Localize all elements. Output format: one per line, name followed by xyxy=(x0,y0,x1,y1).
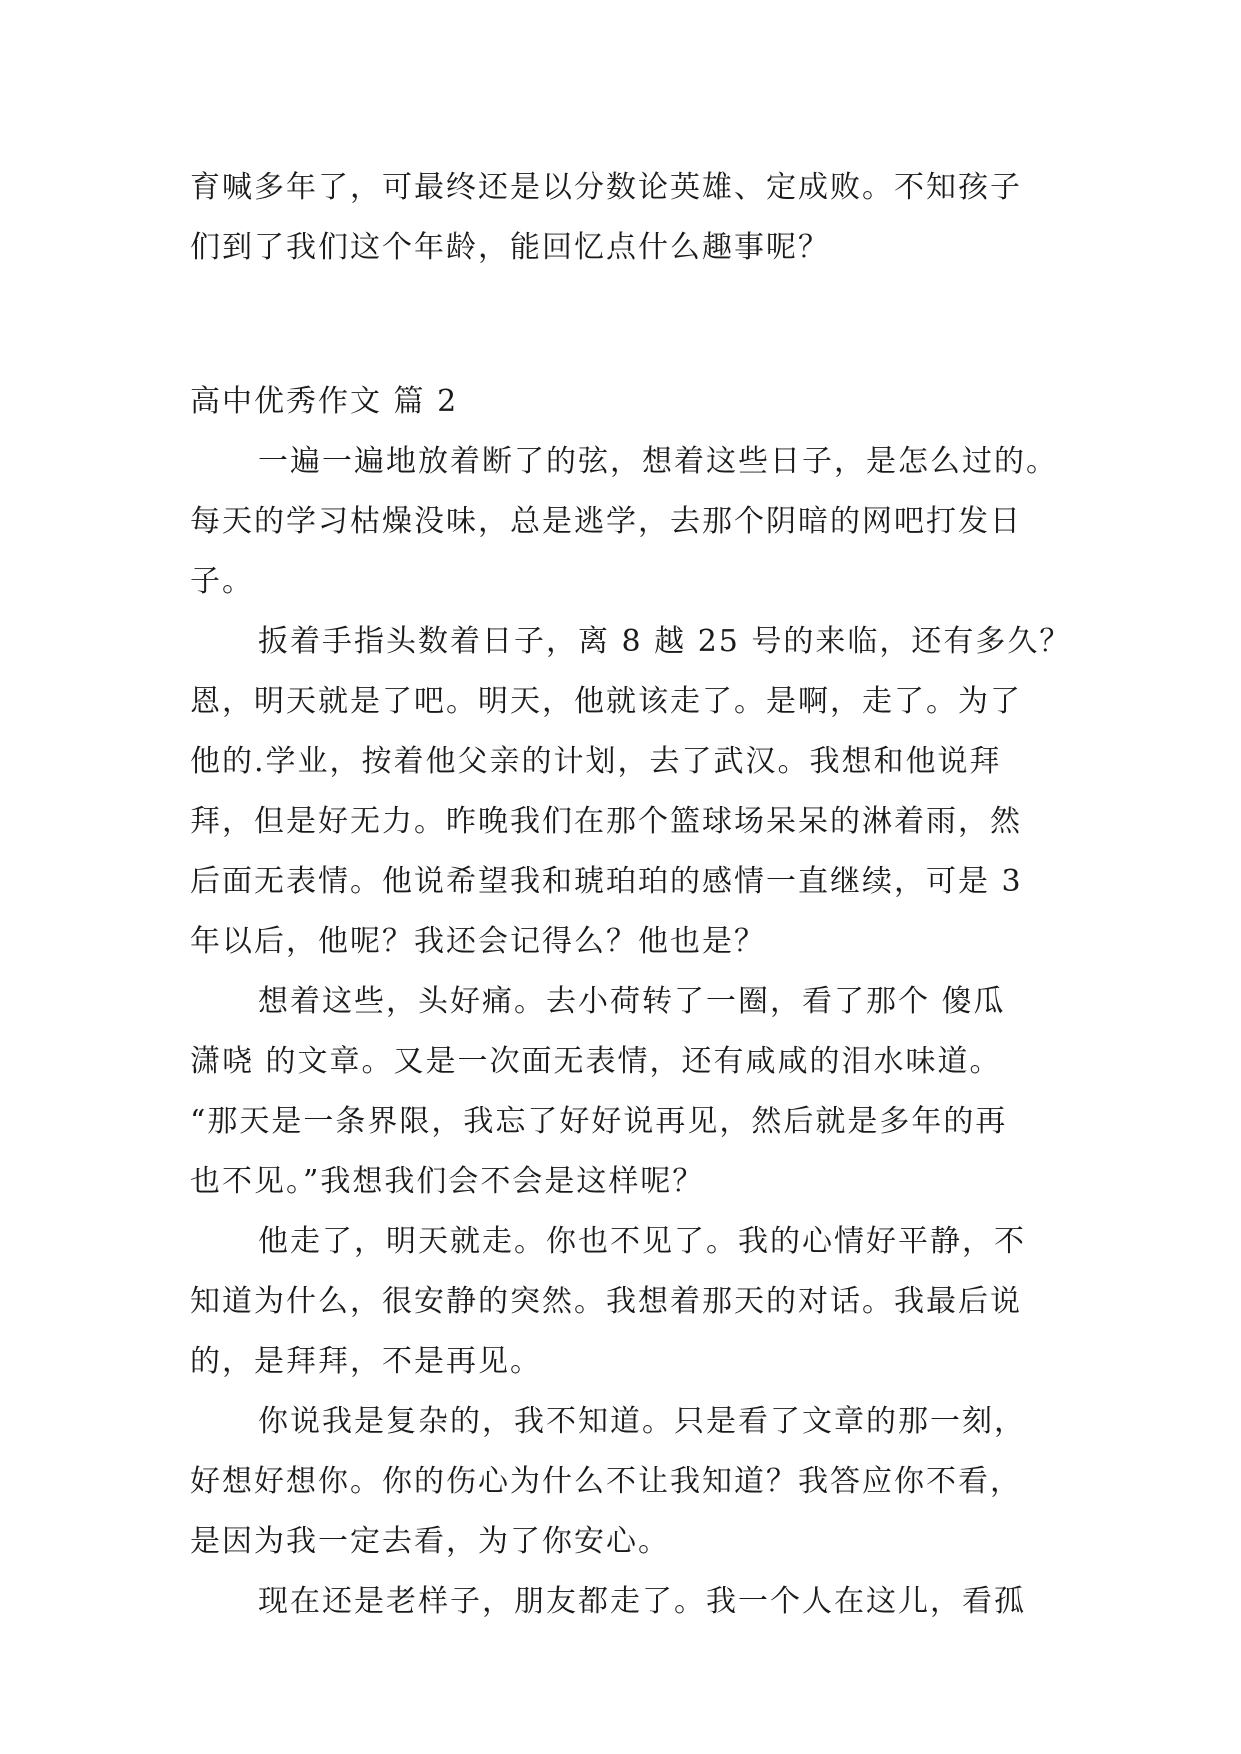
paragraph-line: 想着这些，头好痛。去小荷转了一圈，看了那个 傻瓜 xyxy=(258,984,1006,1019)
paragraph-line: 恩，明天就是了吧。明天，他就该走了。是啊，走了。为了 xyxy=(190,684,1022,719)
paragraph-line: 你说我是复杂的，我不知道。只是看了文章的那一刻， xyxy=(258,1404,1026,1439)
paragraph-2 xyxy=(190,612,1072,972)
top-paragraph xyxy=(190,158,1060,278)
paragraph-line: 一遍一遍地放着断了的弦，想着这些日子，是怎么过的。 xyxy=(258,444,1058,479)
paragraph-line: 育喊多年了，可最终还是以分数论英雄、定成败。不知孩子 xyxy=(190,170,1022,205)
paragraph-3 xyxy=(190,972,1060,1212)
paragraph-line: 好想好想你。你的伤心为什么不让我知道？我答应你不看， xyxy=(190,1464,1022,1499)
paragraph-line: 他走了，明天就走。你也不见了。我的心情好平静，不 xyxy=(258,1224,1026,1259)
document-page xyxy=(190,158,1072,1632)
paragraph-line: 每天的学习枯燥没味，总是逃学，去那个阴暗的网吧打发日 xyxy=(190,504,1022,539)
paragraph-line: 年以后，他呢？我还会记得么？他也是？ xyxy=(190,924,766,959)
paragraph-4 xyxy=(190,1212,1060,1392)
paragraph-line: 拜，但是好无力。昨晚我们在那个篮球场呆呆的淋着雨，然 xyxy=(190,804,1022,839)
paragraph-line: 他的.学业，按着他父亲的计划，去了武汉。我想和他说拜 xyxy=(190,744,1002,779)
paragraph-line: 也不见。”我想我们会不会是这样呢？ xyxy=(190,1164,705,1199)
paragraph-5 xyxy=(190,1392,1060,1572)
paragraph-line: 子。 xyxy=(190,564,254,599)
paragraph-line: 现在还是老样子，朋友都走了。我一个人在这儿，看孤 xyxy=(258,1584,1026,1619)
paragraph-line: 知道为什么，很安静的突然。我想着那天的对话。我最后说 xyxy=(190,1284,1022,1319)
paragraph-6 xyxy=(190,1572,1060,1632)
paragraph-line: 是因为我一定去看，为了你安心。 xyxy=(190,1524,670,1559)
paragraph-line: 后面无表情。他说希望我和琥珀珀的感情一直继续，可是 3 xyxy=(190,864,1023,899)
paragraph-line: 们到了我们这个年龄，能回忆点什么趣事呢？ xyxy=(190,230,830,265)
paragraph-line: “那天是一条界限，我忘了好好说再见，然后就是多年的再 xyxy=(190,1104,1008,1139)
paragraph-line: 扳着手指头数着日子，离 8 越 25 号的来临，还有多久？ xyxy=(258,624,1072,659)
paragraph-line: 潇哓 的文章。又是一次面无表情，还有咸咸的泪水味道。 xyxy=(190,1044,1002,1079)
paragraph-line: 的，是拜拜，不是再见。 xyxy=(190,1344,542,1379)
section-title: 高中优秀作文 篇 2 xyxy=(190,384,459,419)
paragraph-1 xyxy=(190,432,1060,612)
